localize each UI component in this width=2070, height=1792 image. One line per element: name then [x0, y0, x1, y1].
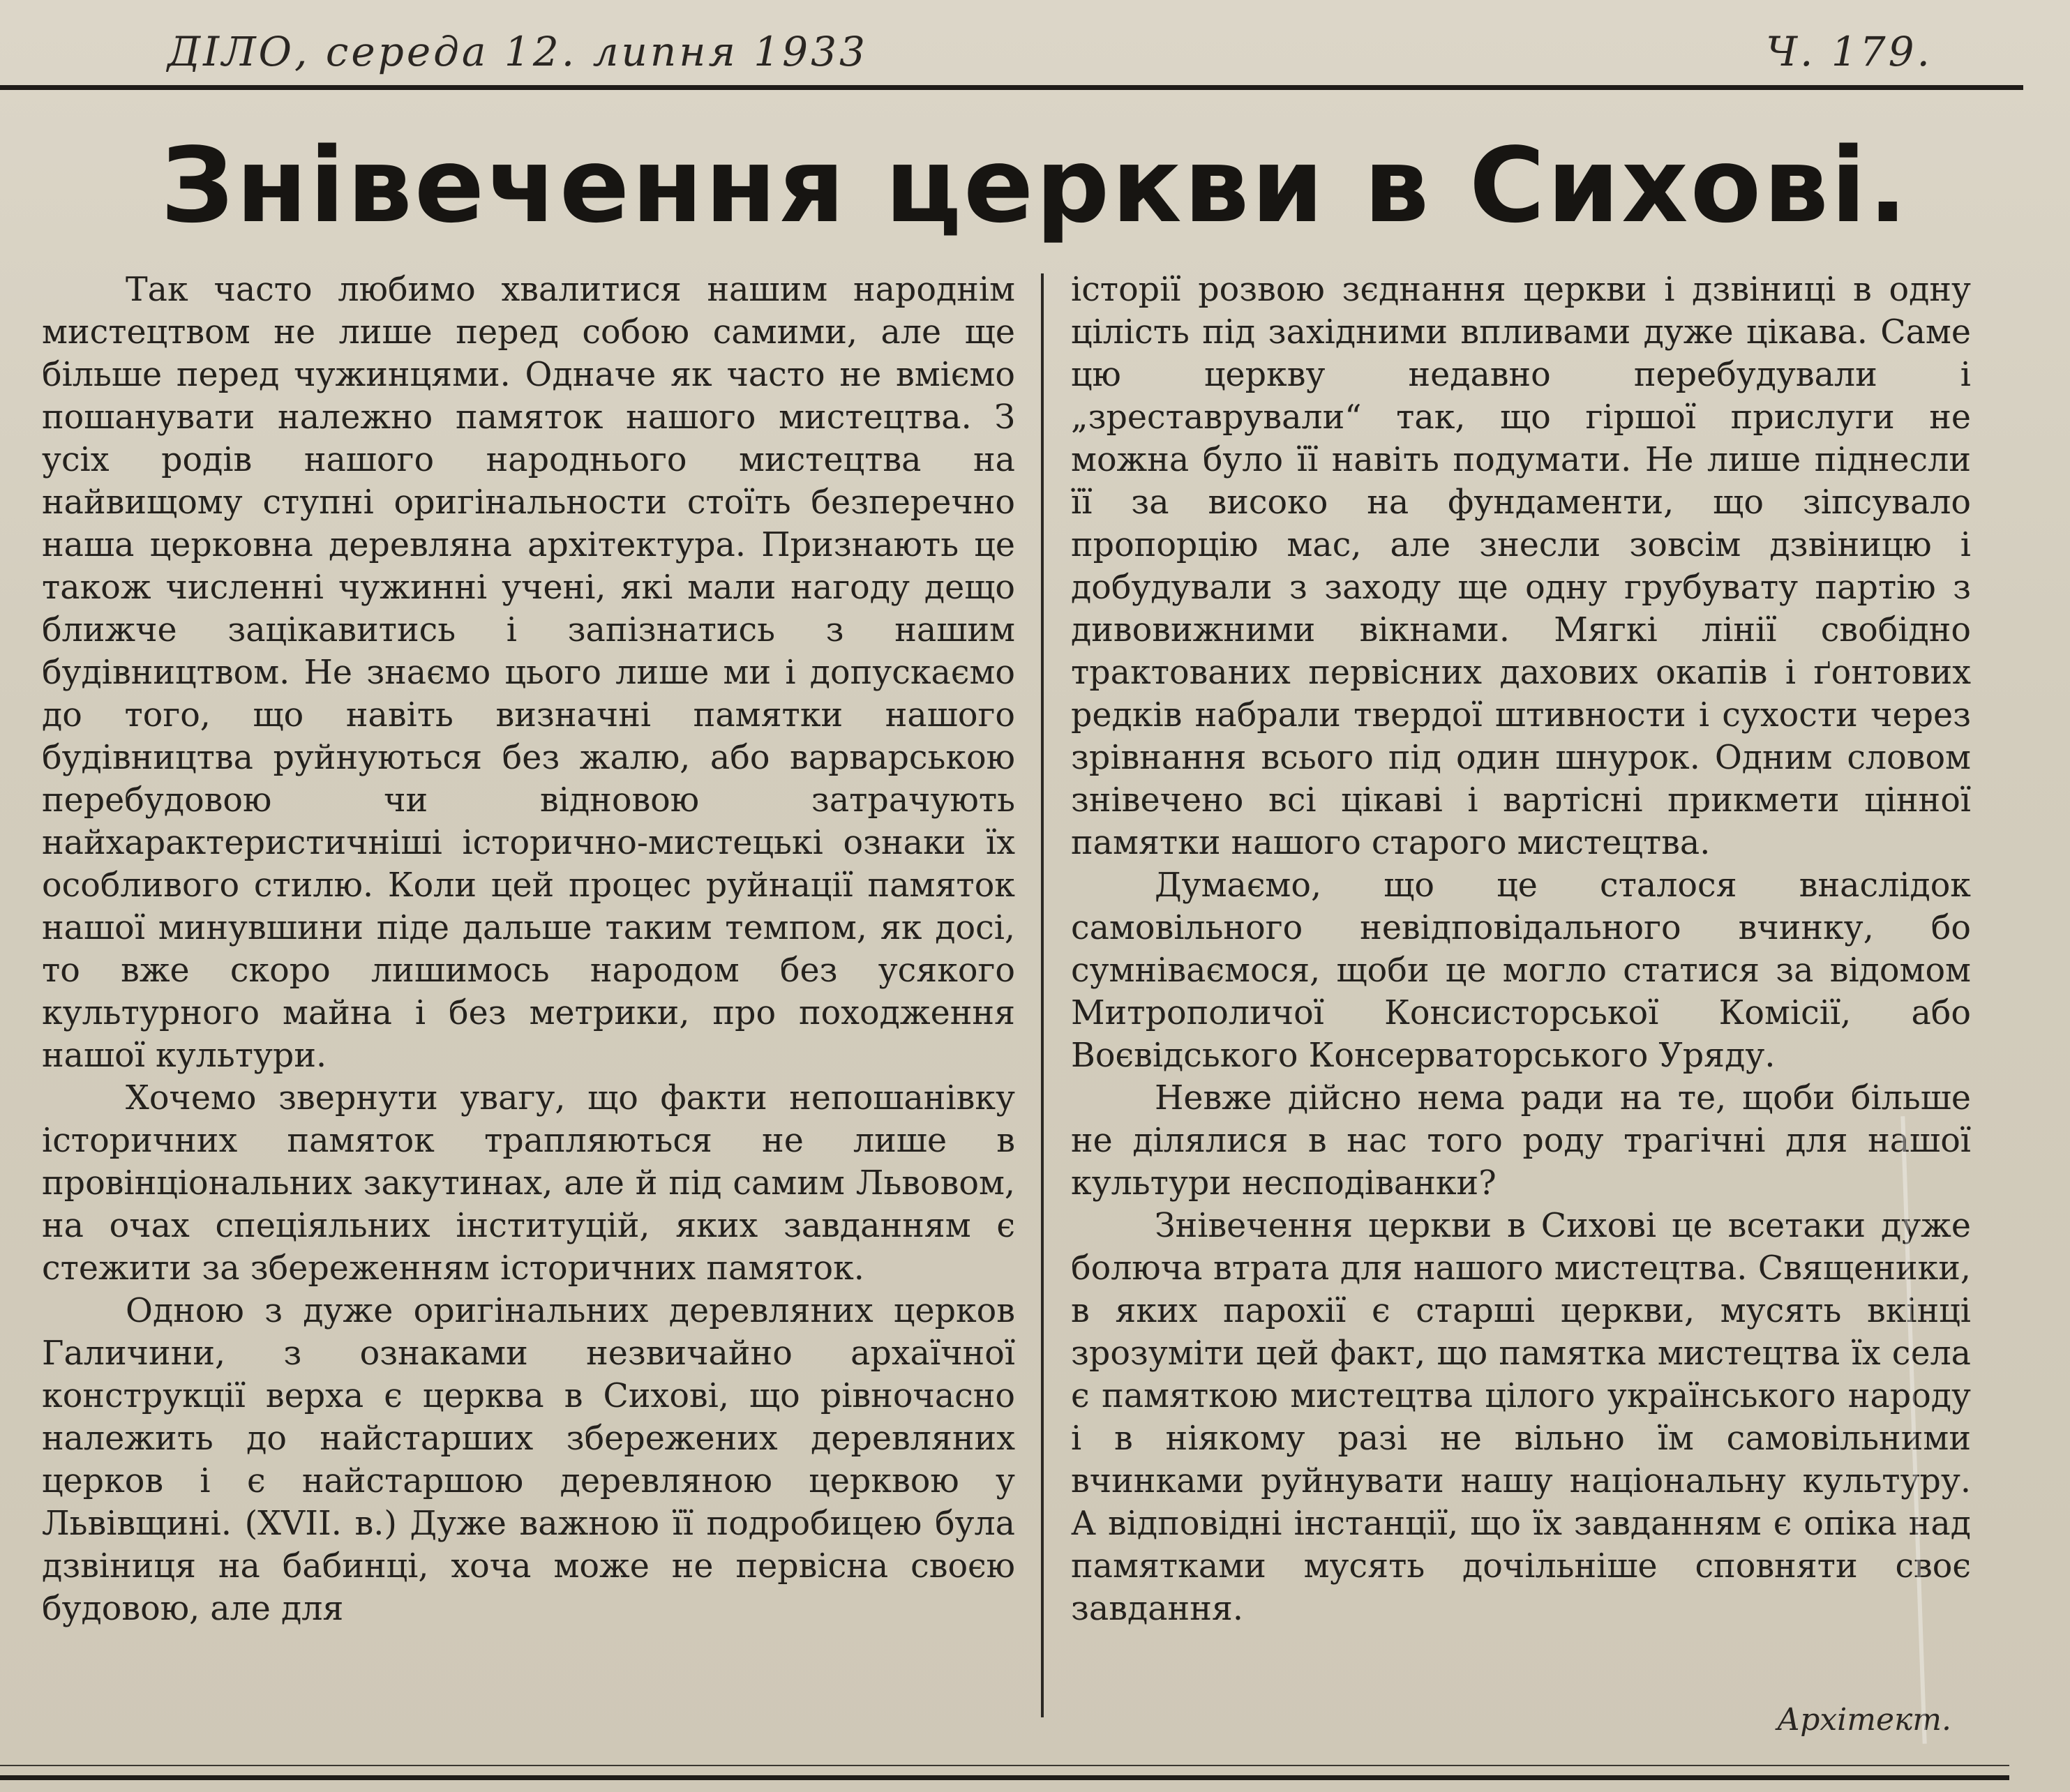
bottom-rule-thin — [0, 1765, 2009, 1766]
paragraph: Невже дійсно нема ради на те, щоби більше не ділялися в нас того роду трагічні для нашої культури несподіванки? — [1071, 1079, 1971, 1203]
top-rule — [0, 85, 2023, 90]
masthead-date: ДІЛО, середа 12. липня 1933 — [167, 28, 868, 75]
paragraph: Думаємо, що це сталося внаслідок самовільного невідповідального вчинку, бо сумніваємося, щоби це могло статися за відомом Митрополичої Консисторської Комісії, або Воєвідського Консерваторського Уряду. — [1071, 866, 1971, 1075]
right-column — [1071, 269, 1971, 1630]
author-signature: Архітект. — [1776, 1702, 1951, 1738]
paragraph: Одною з дуже оригінальних деревляних церков Галичини, з ознаками незвичайно архаїчної конструкції верха є церква в Сихові, що рівночасно належить до найстарших збережених деревляних церков і є найстаршою деревляною церквою у Львівщині. (XVII. в.) Дуже важною її подробицею була дзвіниця на бабинці, хоча може не первісна своєю будовою, але для — [42, 1292, 1015, 1628]
bottom-rule — [0, 1775, 2009, 1780]
paragraph: історії розвою зєднання церкви і дзвіниці в одну цілість під західними впливами дуже цікава. Саме цю церкву недавно перебудували і „зреставрували“ так, що гіршої прислуги не можна було її навіть подумати. Не лише піднесли її за високо на фундаменти, що зіпсувало пропорцію мас, але знесли зовсім дзвіницю і добудували з заходу ще одну грубувату партію з дивовижними вікнами. Мягкі лінії свобідно трактованих первісних дахових окапів і ґонтових редків набрали твердої штивности і сухости через зрівнання всього під один шнурок. Одним словом знівечено всі цікаві і вартісні прикмети цінної памятки нашого старого мистецтва. — [1071, 271, 1971, 862]
paragraph: Хочемо звернути увагу, що факти непошанівку історичних памяток трапляються не лише в провінціональних закутинах, але й під самим Львовом, на очах спеціяльних інституцій, яких завданням є стежити за збереженням історичних памяток. — [42, 1079, 1015, 1288]
left-column — [42, 269, 1015, 1630]
issue-number: Ч. 179. — [1766, 28, 1933, 75]
masthead — [167, 28, 1953, 84]
paragraph: Знівечення церкви в Сихові це всетаки дуже болюча втрата для нашого мистецтва. Священики, в яких парохії є старші церкви, мусять вкінці зрозуміти цей факт, що памятка мистецтва їх села є памяткою мистецтва цілого українського народу і в ніякому разі не вільно їм самовільними вчинками руйнувати нашу національну культуру. А відповідні інстанції, що їх завданням є опіка над памятками мусять дочільніше сповняти своє завдання. — [1071, 1207, 1971, 1628]
paragraph: Так часто любимо хвалитися нашим народнім мистецтвом не лише перед собою самими, але ще більше перед чужинцями. Одначе як часто не вміємо пошанувати належно памяток нашого мистецтва. З усіх родів нашого народнього мистецтва на найвищому ступні оригінальности стоїть безперечно наша церковна деревляна архітектура. Признають це також численні чужинні учені, які мали нагоду дещо ближче зацікавитись і запізнатись з нашим будівництвом. Не знаємо цього лише ми і допускаємо до того, що навіть визначні памятки нашого будівництва руйнуються без жалю, або варварською перебудовою чи відновою затрачують найхарактеристичніші історично-мистецькі ознаки їх особливого стилю. Коли цей процес руйнації памяток нашої минувшини піде дальше таким темпом, як досі, то вже скоро лишимось народом без усякого культурного майна і без метрики, про походження нашої культури. — [42, 271, 1015, 1075]
column-divider — [1041, 273, 1044, 1717]
article-title: Знівечення церкви в Сихові. — [160, 126, 1910, 246]
